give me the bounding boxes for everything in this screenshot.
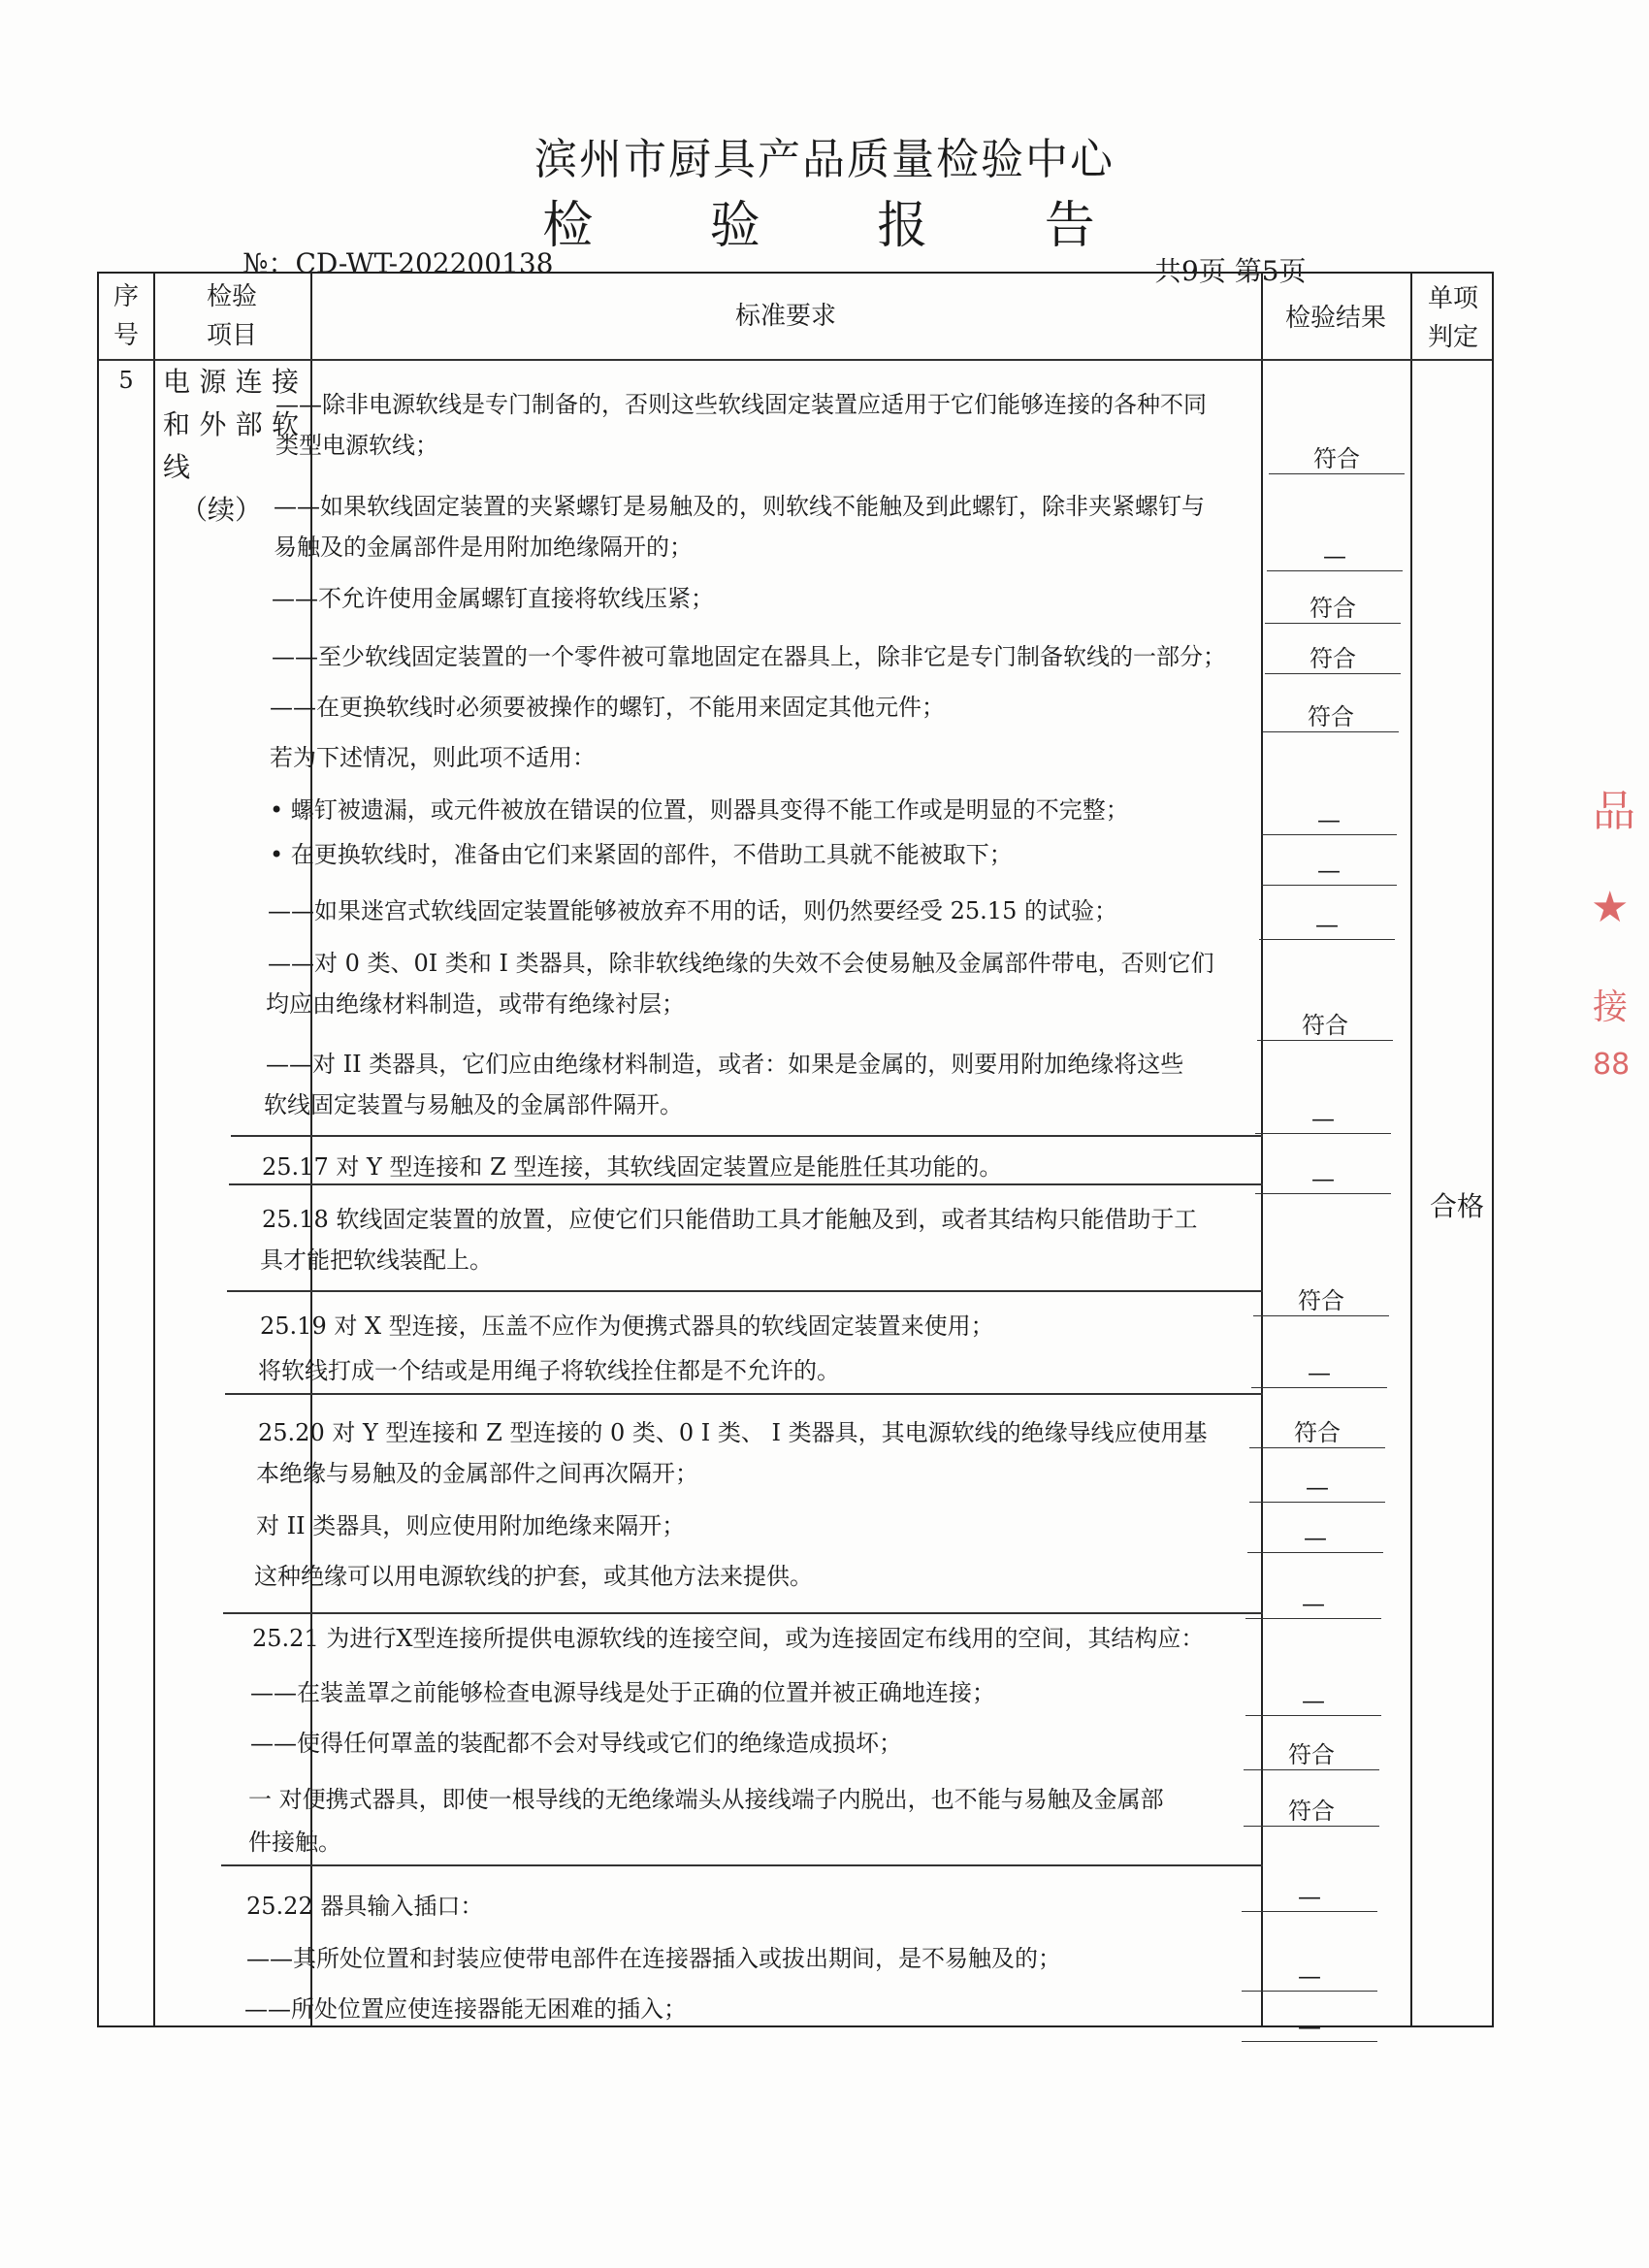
header-result: 检验结果 bbox=[1284, 304, 1386, 333]
result-cell: — bbox=[1261, 856, 1397, 886]
standard-line: 一 对便携式器具，即使一根导线的无绝缘端头从接线端子内脱出，也不能与易触及金属部 bbox=[248, 1786, 1164, 1813]
org-title: 滨州市厨具产品质量检验中心 bbox=[534, 135, 1115, 184]
header-verdict: 单项 判定 bbox=[1427, 284, 1478, 352]
standard-line: 25.21 为进行X型连接所提供电源软线的连接空间，或为连接固定布线用的空间，其结构应： bbox=[252, 1625, 1205, 1652]
standard-line: 均应由绝缘材料制造，或带有绝缘衬层； bbox=[266, 990, 685, 1018]
result-cell: 符合 bbox=[1253, 1286, 1389, 1316]
standard-line: ——对 II 类器具，它们应由绝缘材料制造，或者：如果是金属的，则要用附加绝缘将这些 bbox=[266, 1051, 1184, 1078]
standard-line: 25.18 软线固定装置的放置，应使它们只能借助工具才能触及到，或者其结构只能借助于工 bbox=[262, 1206, 1198, 1233]
result-cell: — bbox=[1251, 1358, 1387, 1388]
standard-line: ——使得任何罩盖的装配都不会对导线或它们的绝缘造成损坏； bbox=[250, 1730, 902, 1757]
result-cell: 符合 bbox=[1265, 594, 1401, 624]
result-cell: — bbox=[1242, 1882, 1377, 1912]
standard-line: 对 II 类器具，则应使用附加绝缘来隔开； bbox=[256, 1512, 686, 1539]
standard-line: ——所处位置应使连接器能无困难的插入； bbox=[244, 1995, 687, 2023]
standard-line: 易触及的金属部件是用附加绝缘隔开的； bbox=[274, 534, 693, 561]
item-name-text: 电 源 连 接 和 外 部 软 线 bbox=[163, 366, 299, 483]
standard-line: 25.17 对 Y 型连接和 Z 型连接，其软线固定装置应是能胜任其功能的。 bbox=[262, 1153, 1003, 1181]
result-cell: — bbox=[1245, 1686, 1381, 1716]
doc-number: №：CD-WT-202200138 bbox=[242, 247, 554, 279]
stamp-mark: 接 bbox=[1593, 988, 1629, 1027]
stamp-mark: 88 bbox=[1593, 1048, 1631, 1082]
result-cell: — bbox=[1255, 1164, 1391, 1194]
stamp-mark: 品 bbox=[1593, 787, 1635, 836]
result-cell: 符合 bbox=[1263, 702, 1399, 732]
report-title: 检 验 报 告 bbox=[542, 197, 1146, 255]
result-cell: 符合 bbox=[1244, 1740, 1379, 1770]
result-cell: — bbox=[1267, 541, 1403, 571]
standard-line: 具才能把软线装配上。 bbox=[260, 1247, 493, 1274]
standard-line: 将软线打成一个结或是用绳子将软线拴住都是不允许的。 bbox=[258, 1357, 840, 1384]
section-divider bbox=[221, 1864, 1263, 1866]
result-cell: 符合 bbox=[1265, 644, 1401, 674]
header-seq: 序 号 bbox=[113, 282, 139, 350]
result-cell: — bbox=[1255, 1104, 1391, 1134]
result-cell: 符合 bbox=[1244, 1797, 1379, 1827]
standard-line: 25.20 对 Y 型连接和 Z 型连接的 0 类、0 I 类、 I 类器具，其电源软线的绝缘导线应使用基 bbox=[258, 1419, 1208, 1446]
standard-line: 25.19 对 X 型连接，压盖不应作为便携式器具的软线固定装置来使用； bbox=[260, 1312, 994, 1340]
standard-line: ——至少软线固定装置的一个零件被可靠地固定在器具上，除非它是专门制备软线的一部分； bbox=[272, 643, 1226, 670]
standard-line: • 螺钉被遗漏，或元件被放在错误的位置，则器具变得不能工作或是明显的不完整； bbox=[270, 796, 1129, 824]
report-table bbox=[97, 272, 1494, 2040]
header-item: 检验 项目 bbox=[206, 282, 257, 350]
row-seq: 5 bbox=[118, 367, 134, 394]
section-divider bbox=[223, 1612, 1263, 1614]
row-verdict: 合格 bbox=[1429, 1190, 1484, 1222]
standard-line: ——不允许使用金属螺钉直接将软线压紧； bbox=[272, 585, 714, 612]
page-info: 共9页 第5页 bbox=[1154, 255, 1307, 287]
standard-line: • 在更换软线时，准备由它们来紧固的部件，不借助工具就不能被取下； bbox=[270, 841, 1013, 868]
result-cell: 符合 bbox=[1269, 444, 1405, 474]
result-cell: — bbox=[1245, 1589, 1381, 1619]
header-divider bbox=[99, 359, 1492, 361]
result-cell: — bbox=[1261, 805, 1397, 835]
section-divider bbox=[227, 1290, 1263, 1292]
standard-line: 软线固定装置与易触及的金属部件隔开。 bbox=[264, 1091, 683, 1118]
standard-line: 本绝缘与易触及的金属部件之间再次隔开； bbox=[256, 1460, 698, 1487]
result-cell: 符合 bbox=[1257, 1011, 1393, 1041]
col-divider bbox=[1410, 274, 1412, 2025]
standard-line: ——其所处位置和封装应使带电部件在连接器插入或拔出期间，是不易触及的； bbox=[246, 1945, 1061, 1972]
col-divider bbox=[153, 274, 155, 2025]
standard-line: 类型电源软线； bbox=[275, 432, 438, 459]
stamp-star: ★ bbox=[1591, 883, 1630, 932]
standard-line: ——除非电源软线是专门制备的，否则这些软线固定装置应适用于它们能够连接的各种不同 bbox=[275, 391, 1207, 418]
standard-line: ——如果迷宫式软线固定装置能够被放弃不用的话，则仍然要经受 25.15 的试验； bbox=[268, 897, 1117, 924]
standard-line: ——对 0 类、0I 类和 I 类器具，除非软线绝缘的失效不会使易触及金属部件带电，否则它们 bbox=[268, 950, 1214, 977]
result-cell: — bbox=[1259, 910, 1395, 940]
standard-line: ——如果软线固定装置的夹紧螺钉是易触及的，则软线不能触及到此螺钉，除非夹紧螺钉与 bbox=[274, 493, 1205, 520]
section-divider bbox=[231, 1135, 1263, 1137]
section-divider bbox=[225, 1393, 1263, 1395]
result-cell: — bbox=[1249, 1473, 1385, 1503]
result-cell: — bbox=[1242, 2012, 1377, 2042]
standard-line: 25.22 器具输入插口： bbox=[246, 1893, 484, 1920]
result-cell: 符合 bbox=[1249, 1418, 1385, 1448]
standard-line: 件接触。 bbox=[248, 1829, 341, 1856]
item-cont: （续） bbox=[180, 494, 263, 526]
section-divider bbox=[229, 1183, 1263, 1185]
header-standard: 标准要求 bbox=[734, 302, 836, 331]
standard-line: ——在更换软线时必须要被操作的螺钉，不能用来固定其他元件； bbox=[270, 694, 945, 721]
standard-line: 这种绝缘可以用电源软线的护套，或其他方法来提供。 bbox=[254, 1563, 813, 1590]
result-cell: — bbox=[1247, 1523, 1383, 1553]
standard-line: ——在装盖罩之前能够检查电源导线是处于正确的位置并被正确地连接； bbox=[250, 1679, 995, 1706]
standard-line: 若为下述情况，则此项不适用： bbox=[270, 744, 596, 771]
result-cell: — bbox=[1242, 1961, 1377, 1992]
